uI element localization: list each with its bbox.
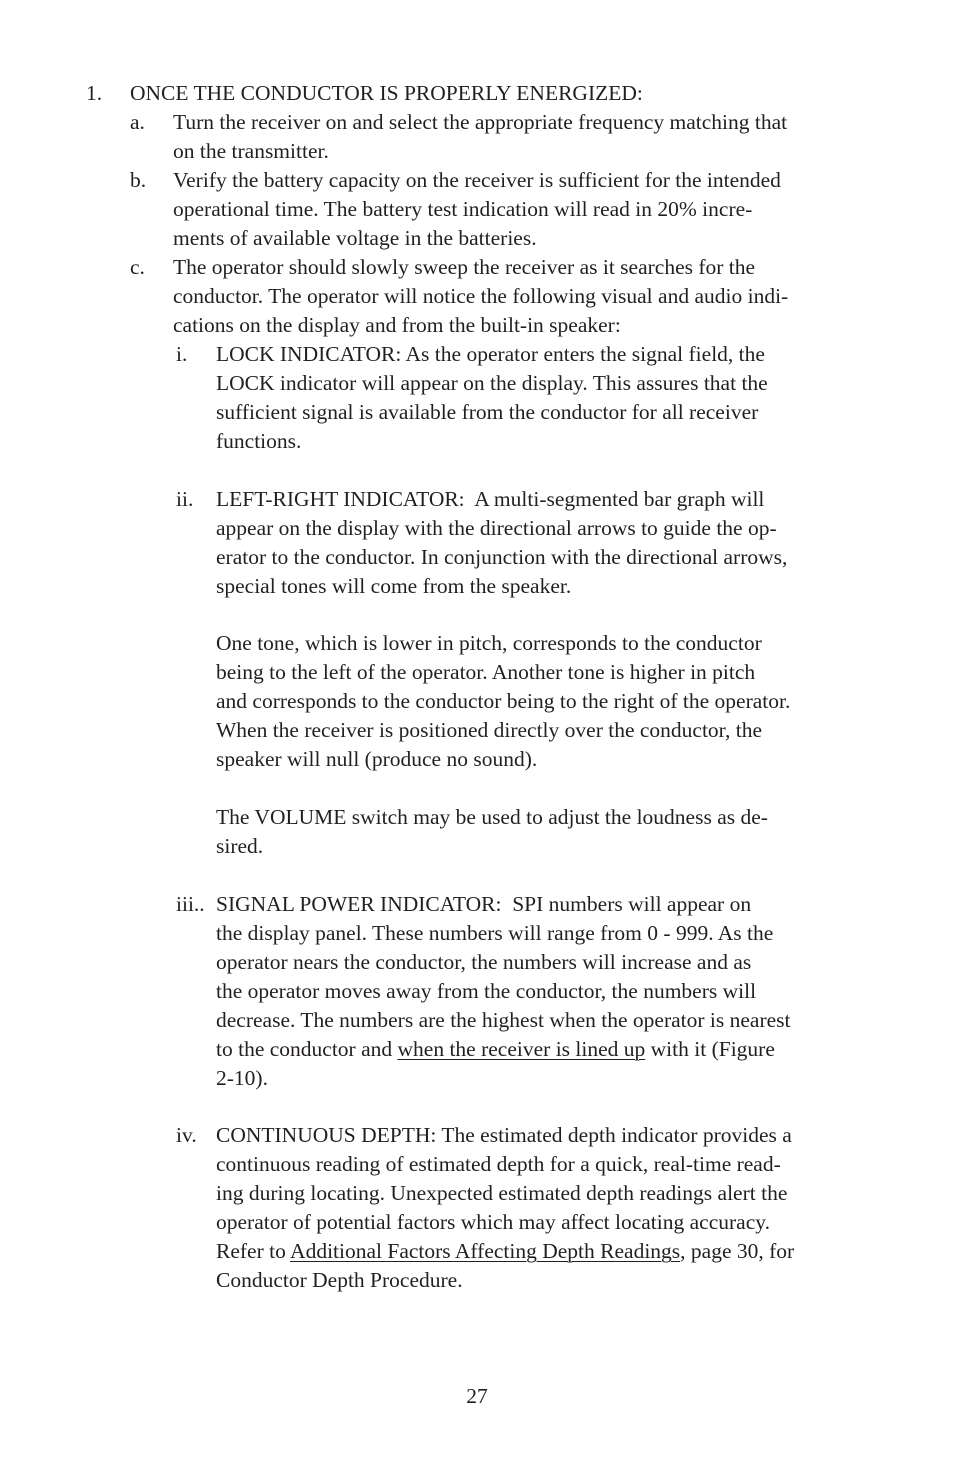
section-heading: ONCE THE CONDUCTOR IS PROPERLY ENERGIZED: [130,81,643,105]
subitem-ii-para2-line-2: being to the left of the operator. Another tone is higher in pitch [216,660,756,684]
list-marker-c: c. [130,255,145,279]
subitem-iv-line-5 [216,1237,794,1266]
subitem-ii-para2-line-3: and corresponds to the conductor being to the right of the operator. [216,689,791,713]
subitem-iv-line-6: Conductor Depth Procedure. [216,1268,463,1292]
subitem-iv-line-2: continuous reading of estimated depth for a quick, real-time read- [216,1152,781,1176]
list-marker-a: a. [130,110,145,134]
subitem-iv-line-5-pre: Refer to [216,1239,291,1263]
subitem-ii-para2-line-4: When the receiver is positioned directly over the conductor, the [216,718,762,742]
subitem-i-line-4: functions. [216,429,302,453]
subitem-iii-line-7: 2-10). [216,1066,268,1090]
subitem-iv-line-1: CONTINUOUS DEPTH: The estimated depth indicator provides a [216,1123,792,1147]
list-marker-i: i. [176,342,188,366]
subitem-ii-line-4: special tones will come from the speaker. [216,574,572,598]
list-marker-1: 1. [86,81,103,105]
subitem-iv-line-4: operator of potential factors which may affect locating accuracy. [216,1210,770,1234]
item-b-line-1: Verify the battery capacity on the receiver is sufficient for the intended [173,168,781,192]
subitem-iii-line-3: operator nears the conductor, the numbers will increase and as [216,950,752,974]
subitem-iv-line-3: ing during locating. Unexpected estimated depth readings alert the [216,1181,788,1205]
subitem-ii-line-3: erator to the conductor. In conjunction with the directional arrows, [216,545,788,569]
list-marker-ii: ii. [176,487,194,511]
subitem-ii-line-1: LEFT-RIGHT INDICATOR: A multi-segmented bar graph will [216,487,765,511]
list-marker-iv: iv. [176,1123,197,1147]
subitem-iii-line-6 [216,1035,775,1064]
item-b-line-2: operational time. The battery test indication will read in 20% incre- [173,197,753,221]
subitem-i-line-3: sufficient signal is available from the conductor for all receiver [216,400,759,424]
depth-readings-reference-link: Additional Factors Affecting Depth Readings [290,1239,681,1263]
list-marker-b: b. [130,168,147,192]
subitem-ii-para2-line-5: speaker will null (produce no sound). [216,747,538,771]
item-a-line-2: on the transmitter. [173,139,329,163]
subitem-iv-line-5-post: , page 30, for [680,1239,795,1263]
subitem-iii-line-2: the display panel. These numbers will range from 0 - 999. As the [216,921,774,945]
subitem-ii-para3-line-1: The VOLUME switch may be used to adjust the loudness as de- [216,805,768,829]
subitem-ii-line-2: appear on the display with the directional arrows to guide the op- [216,516,777,540]
subitem-iii-line-6-pre: to the conductor and [216,1037,398,1061]
subitem-iii-line-4: the operator moves away from the conductor, the numbers will [216,979,757,1003]
subitem-ii-para2-line-1: One tone, which is lower in pitch, corresponds to the conductor [216,631,762,655]
list-marker-iii: iii.. [176,892,205,916]
subitem-i-line-2: LOCK indicator will appear on the display. This assures that the [216,371,768,395]
item-c-line-2: conductor. The operator will notice the following visual and audio indi- [173,284,789,308]
page-number: 27 [466,1384,488,1408]
subitem-iii-line-1: SIGNAL POWER INDICATOR: SPI numbers will appear on [216,892,752,916]
subitem-ii-para3-line-2: sired. [216,834,264,858]
item-a-line-1: Turn the receiver on and select the appropriate frequency matching that [173,110,788,134]
item-c-line-1: The operator should slowly sweep the receiver as it searches for the [173,255,756,279]
subitem-i-line-1: LOCK INDICATOR: As the operator enters the signal field, the [216,342,765,366]
item-c-line-3: cations on the display and from the built-in speaker: [173,313,621,337]
subitem-iii-line-6-post: with it (Figure [645,1037,775,1061]
figure-reference-link: when the receiver is lined up [397,1037,646,1061]
subitem-iii-line-5: decrease. The numbers are the highest when the operator is nearest [216,1008,791,1032]
item-b-line-3: ments of available voltage in the batteries. [173,226,537,250]
